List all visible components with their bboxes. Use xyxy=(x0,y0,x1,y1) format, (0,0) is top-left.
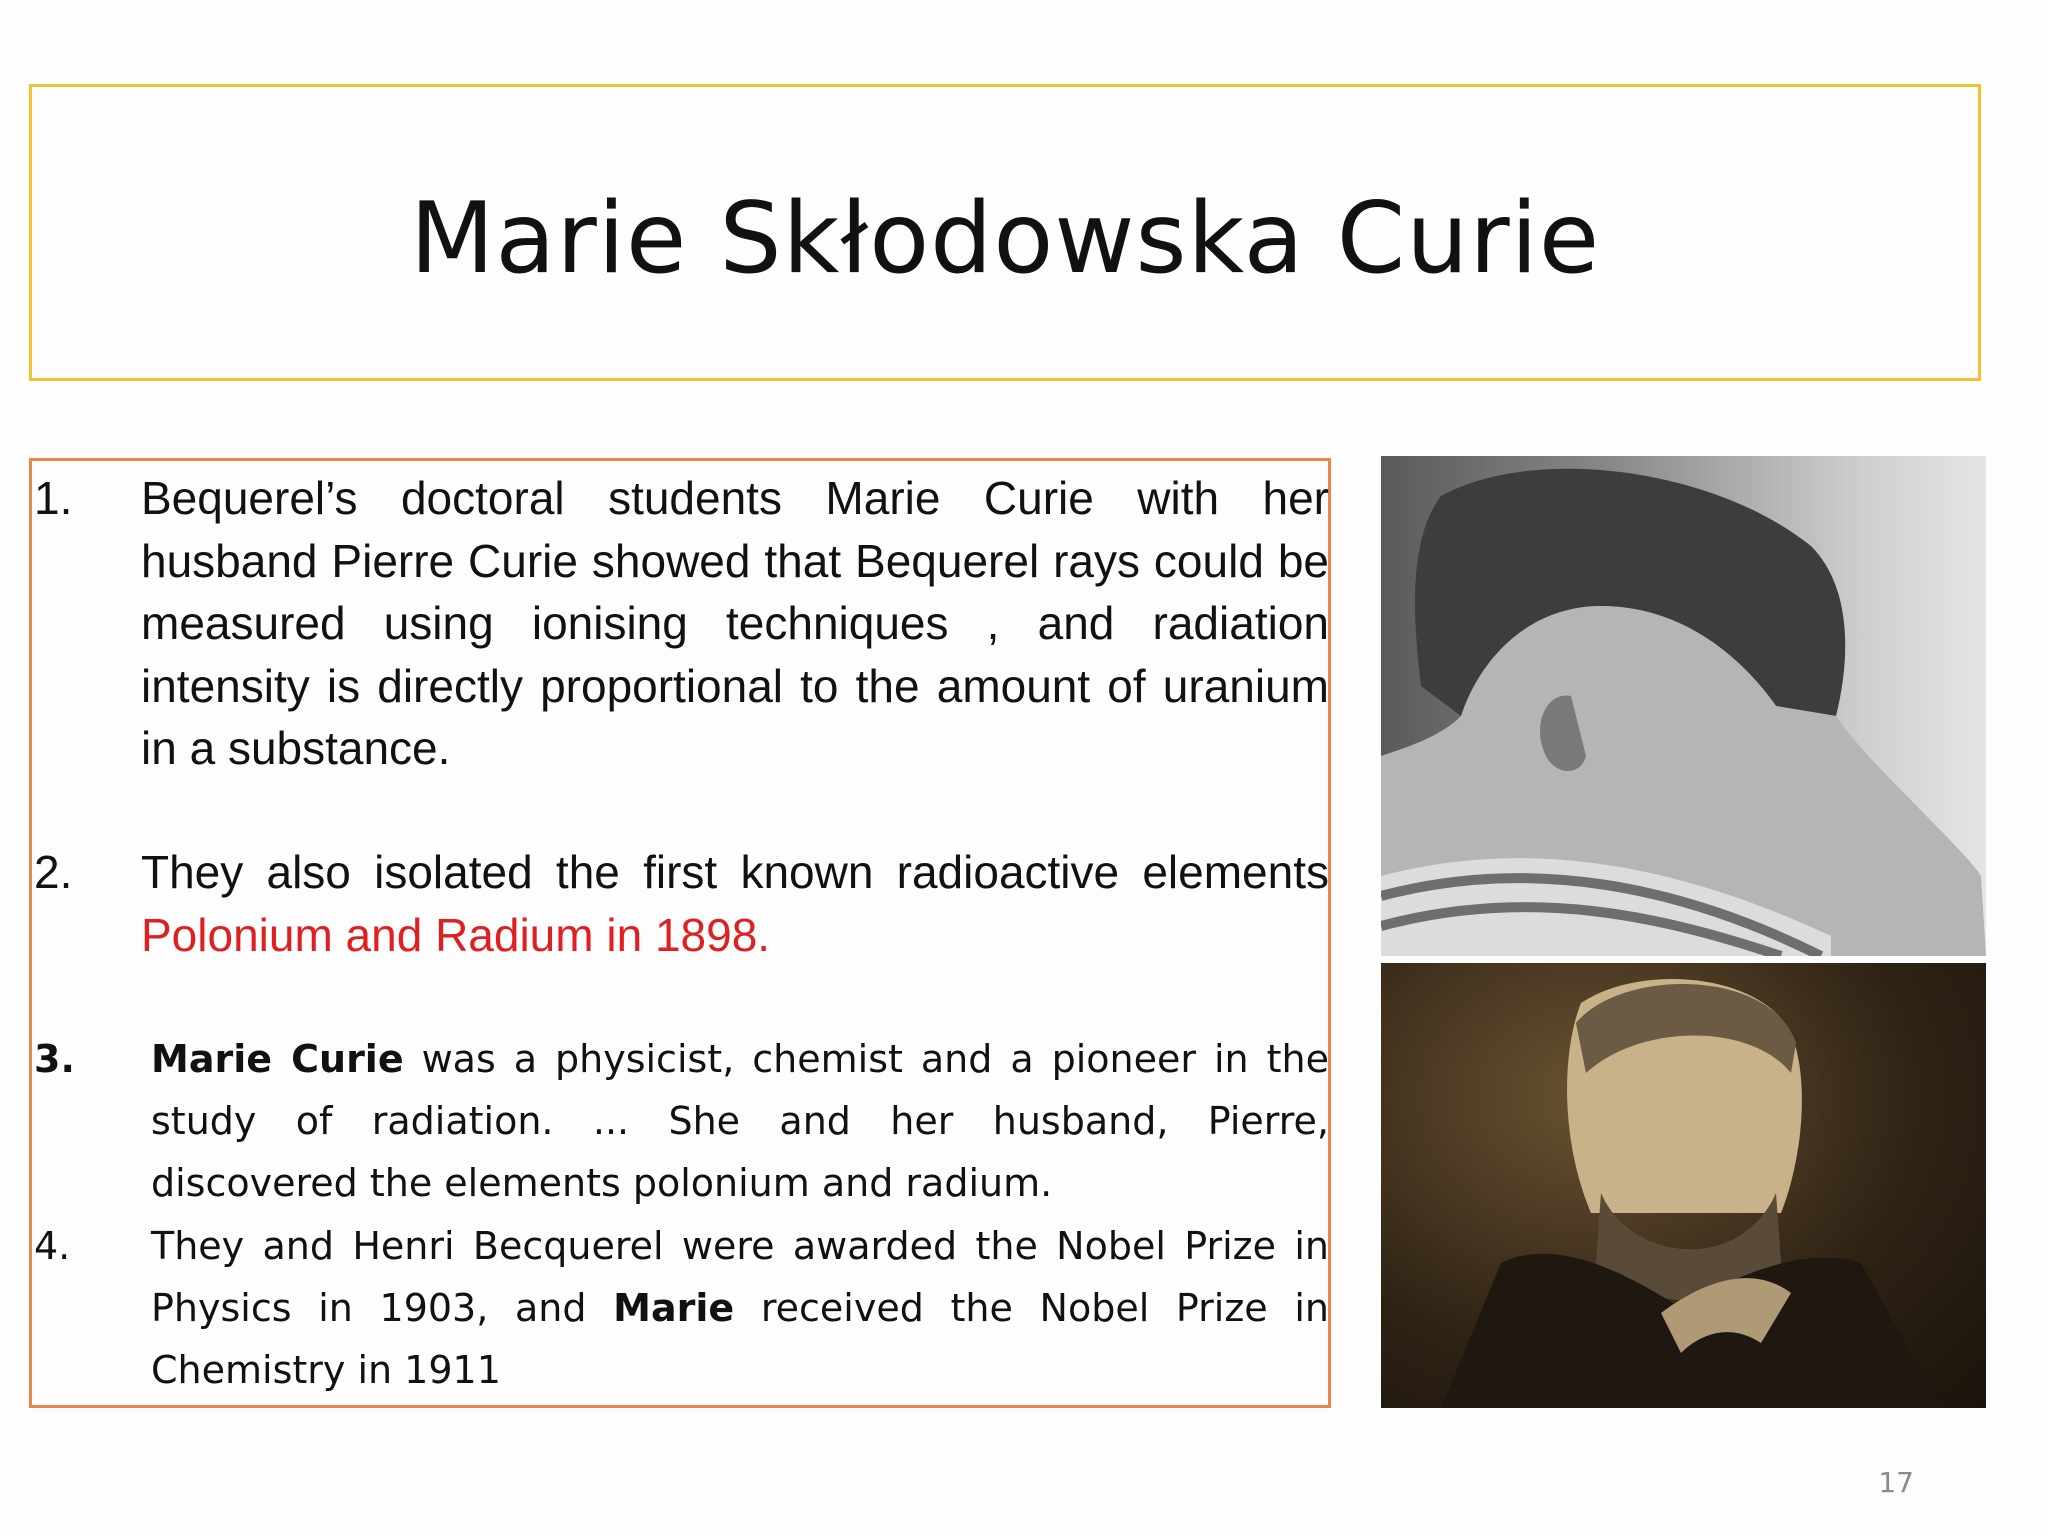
page-number: 17 xyxy=(1878,1466,1914,1499)
list-text xyxy=(151,1028,1329,1214)
content-frame xyxy=(29,458,1331,1408)
pierre-curie-portrait xyxy=(1381,963,1986,1408)
bold-text: Marie xyxy=(613,1286,735,1330)
list-text-plain: received the Nobel Prize in Chemistry in 1911 xyxy=(151,1286,1329,1392)
list-number: 1. xyxy=(34,472,73,524)
list-text-plain: They also isolated the first known radioactive elements xyxy=(141,846,1329,898)
title-frame xyxy=(29,84,1981,381)
list-text xyxy=(151,1215,1329,1401)
list-text: Bequerel’s doctoral students Marie Curie with her husband Pierre Curie showed that Bequerel rays could be measured using ionising techniques , and radiation intensity is directly proportional to the amount of uranium in a substance. xyxy=(141,472,1329,774)
list-text-plain: They and Henri Becquerel were awarded the Nobel Prize in Physics in 1903, and xyxy=(151,1224,1329,1330)
list-number: 2. xyxy=(34,846,73,898)
list-text-plain: was a physicist, chemist and a pioneer in the study of radiation. ... She and her husband, Pierre, discovered the elements polonium and radium. xyxy=(151,1037,1329,1205)
slide-title: Marie Skłodowska Curie xyxy=(409,181,1601,296)
bold-text: Marie Curie xyxy=(151,1037,404,1081)
highlighted-text: Polonium and Radium in 1898. xyxy=(141,908,771,961)
marie-curie-portrait xyxy=(1381,456,1986,956)
marie-curie-portrait-image xyxy=(1381,456,1986,956)
list-text xyxy=(141,841,1329,966)
list-number: 4. xyxy=(34,1224,71,1268)
list-number: 3. xyxy=(34,1037,75,1081)
pierre-curie-portrait-image xyxy=(1381,963,1986,1408)
